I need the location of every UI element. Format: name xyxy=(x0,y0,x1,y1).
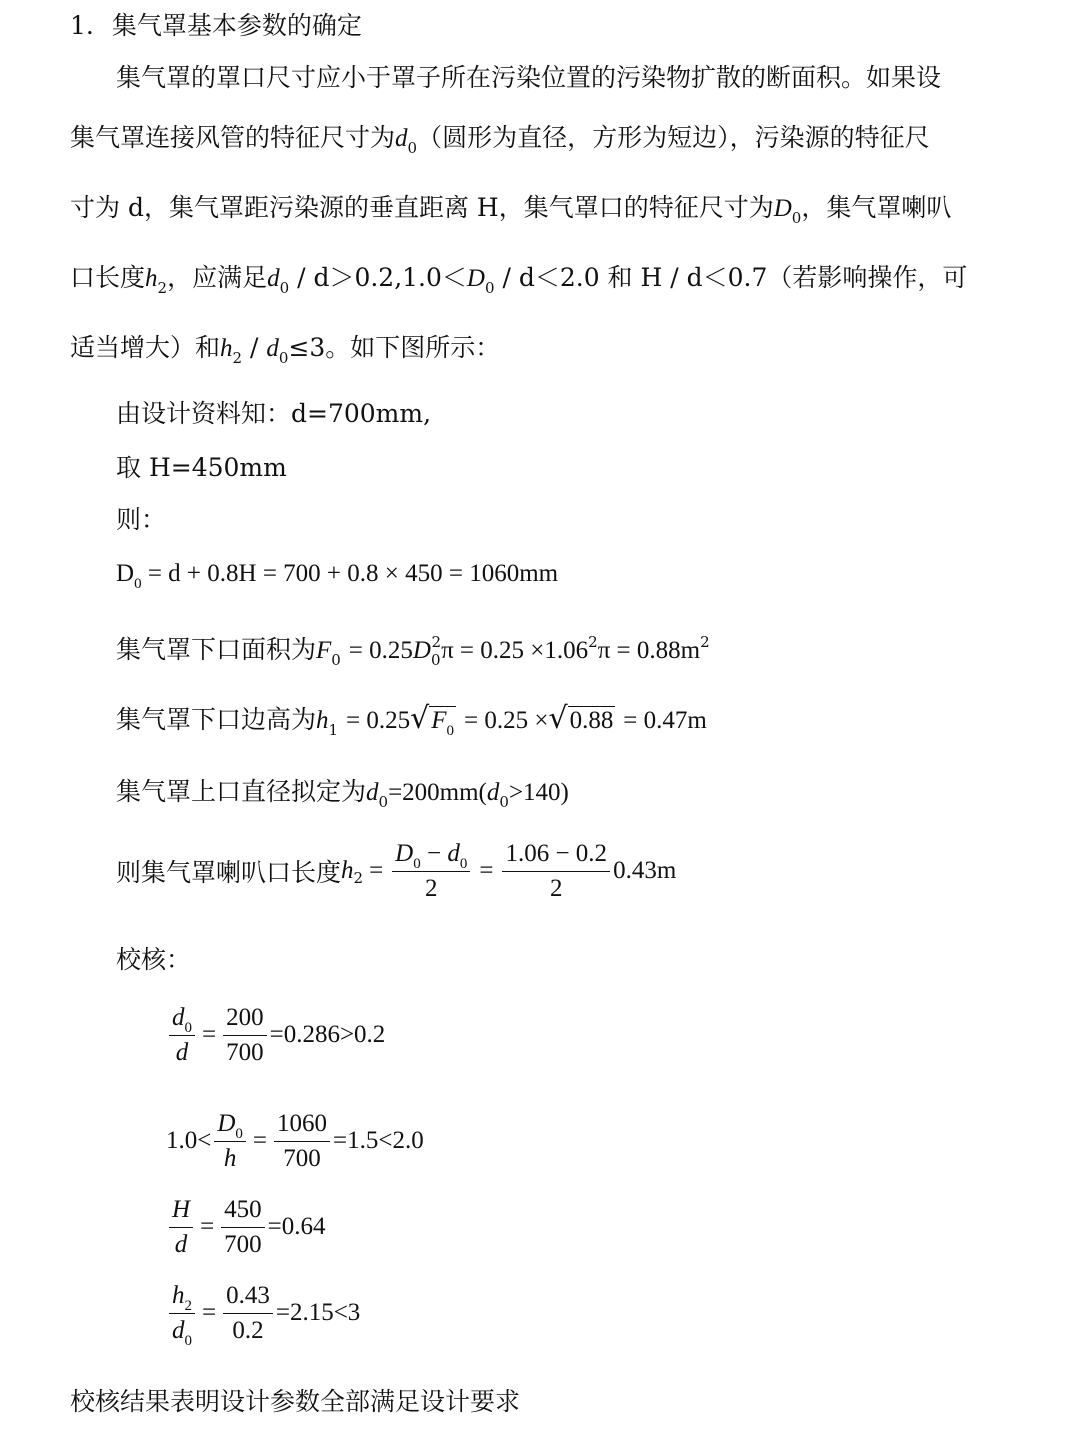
check-2: 1.0< $\frac{D_0}{h}$ = $\frac{1060}{700}$ =1.5<2.0 xyxy=(166,1110,424,1172)
equation-horn-length: 则集气罩喇叭口长度 h 2 = $\frac{D_0 - d_0}{2}$ = $\frac{1.06 - 0.2}{2}$ 0.43m xyxy=(116,840,677,902)
intro-line-4: 口长度$h_2$，应满足$d_0 / d>0.2,1.0<D_0 / d<2.0$ 和 H / d＜0.7（若影响操作，可 xyxy=(70,263,968,297)
fraction: $\frac{h_2}{d_0}$ xyxy=(169,1282,195,1344)
fraction: $\frac{d_0}{d}$ xyxy=(169,1004,195,1066)
intro-line-2: 集气罩连接风管的特征尺寸为$d_0$（圆形为直径，方形为短边），污染源的特征尺 xyxy=(70,123,930,157)
sqrt-sign: √ xyxy=(548,701,568,736)
fraction: $\frac{450}{700}$ xyxy=(221,1196,265,1258)
intro-line-3: 寸为 d，集气罩距污染源的垂直距离 H，集气罩口的特征尺寸为$D_0$，集气罩喇叭 xyxy=(70,193,952,227)
equation-d0: $D_0 = d + 0.8H = 700 + 0.8 \times 450 = 1060mm$ xyxy=(116,560,559,592)
intro-line-1: 集气罩的罩口尺寸应小于罩子所在污染位置的污染物扩散的断面积。如果设 xyxy=(116,63,942,92)
section-number: 1. xyxy=(70,11,94,40)
check-title: 校核： xyxy=(116,945,192,974)
fraction: $\frac{1060}{700}$ xyxy=(274,1110,330,1172)
equation-area: 集气罩下口面积为$F_0 = 0.25D_0^2\pi = 0.25 \times 1.06^2\pi = 0.88m^2$ xyxy=(116,633,710,669)
fraction: $\frac{0.43}{0.2}$ xyxy=(223,1282,273,1344)
conclusion: 校核结果表明设计参数全部满足设计要求 xyxy=(70,1387,521,1416)
equation-height: 集气罩下口边高为$h_1 = 0.25√F_0 = 0.25 \times√0.88 = 0.47m$ xyxy=(116,701,707,739)
given-h: 取 H=450mm xyxy=(116,453,287,482)
given-then: 则： xyxy=(116,505,167,534)
equation-upper-diameter: 集气罩上口直径拟定为$d_0=200mm(d_0>140)$ xyxy=(116,777,569,811)
check-1: $\frac{d_0}{d}$ = $\frac{200}{700}$ =0.286>0.2 xyxy=(166,1004,385,1066)
section-heading xyxy=(70,6,362,42)
check-3: $\frac{H}{d}$ = $\frac{450}{700}$ =0.64 xyxy=(166,1196,326,1258)
fraction: $\frac{1.06 - 0.2}{2}$ xyxy=(502,840,610,902)
fraction: $\frac{D_0}{h}$ xyxy=(214,1110,246,1172)
section-title: 集气罩基本参数的确定 xyxy=(111,11,362,40)
fraction: $\frac{H}{d}$ xyxy=(169,1196,193,1258)
given-d: 由设计资料知：d=700mm, xyxy=(116,399,432,428)
check-4: $\frac{h_2}{d_0}$ = $\frac{0.43}{0.2}$ =2.15<3 xyxy=(166,1282,360,1344)
fraction: $\frac{D_0 - d_0}{2}$ xyxy=(392,840,470,902)
sqrt-sign: √ xyxy=(410,701,430,736)
intro-line-5: 适当增大）和$h_2 / d_0\le 3$。如下图所示： xyxy=(70,333,501,367)
fraction: $\frac{200}{700}$ xyxy=(223,1004,267,1066)
